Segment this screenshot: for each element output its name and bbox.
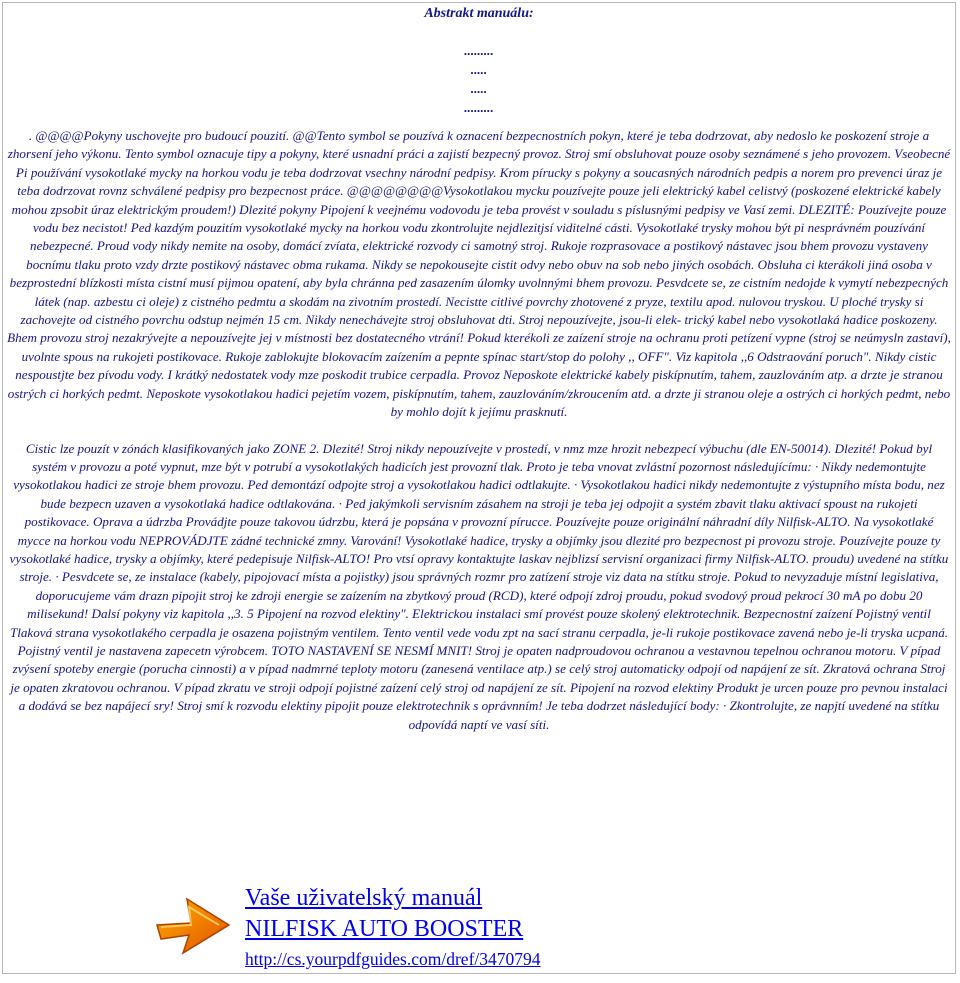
manual-url-link[interactable]: http://cs.yourpdfguides.com/dref/3470794 <box>245 949 541 969</box>
paragraph-safety: . @@@@Pokyny uschovejte pro budoucí pouzití. @@Tento symbol se pouzívá k oznacení bezpecnostních pokyn, které je teba dodrzovat, aby nedoslo ke poskození stroje a zhorsení jeho výkonu. Tento symbol oznacuje tipy a pokyny, které usnadní práci a zajistí bezpecný provoz. Stroj smí obsluhovat pouze osoby seznámené s jeho provozem. Vseobecné Pi používání vysokotlaké mycky na horkou vodu je teba dodrzovat vsechny národní pedpisy. Krom pírucky s pokyny a soucasných národních pedpis a norem pro prevenci úraz je teba dodrzovat rovnz schválené pedpisy pro bezpecnost práce. @@@@@@@@Vysokotlakou mycku pouzívejte pouze jeli elektrický kabel celistvý (poskozené elektrické kabely mohou zpsobit úraz elektrickým proudem!) Dlezité pokyny Pipojení k veejnému vodovodu je teba provést v souladu s píslusnými pedpisy ve Vasí zemi. DLEZITÉ: Pouzívejte pouze vodu bez necistot! Ped kazdým pouzitím vysokotlaké mycky na horkou vodu zkontrolujte nejdlezitjsí viditelné cásti. Vysokotlaké trysky mohou být pi nesprávném pouzívání nebezpecné. Proud vody nikdy nemite na osoby, domácí zvíata, elektrické rozvody ci samotný stroj. Rukoje rozprasovace a postikový nástavec jsou bhem provozu vystaveny bocnímu tlaku proto vzdy drzte postikový nástavec obma rukama. Nikdy se nepokousejte cistit odvy nebo obuv na sob nebo jiných osobách. Obsluha ci kterákoli jiná osoba v bezprostední blízkosti místa cistní musí pijmou opatení, aby byla chránna ped zasazením úlomky uvolnnými bhem provozu. Pesvdcete se, ze cistním nedojde k vymytí nebezpecných látek (nap. azbestu ci oleje) z cistného pedmtu a skodám na zivotním prostedí. Necistte citlivé povrchy zhotovené z pryze, textilu apod. nulovou tryskou. U ploché trysky si zachovejte od cistného povrchu odstup nejmén 15 cm. Nikdy nenechávejte stroj obsluhovat dti. Stroj nepouzívejte, jsou-li elek- trický kabel nebo vysokotlaká hadice poskozeny. Bhem provozu stroj nezakrývejte a nepouzívejte jej v místnosti bez dostatecného vtrání! Pokud kterékoli ze zaízení stroje na ochranu proti petízení vypne (stroj se neúmysln zastaví), uvolnte spous na rukojeti postikovace. Rukoje zablokujte blokovacím zaízením a pepnte spínac start/stop do polohy ,, OFF". Viz kapitola ,,6 Odstraování poruch". Nikdy cistic nespoustjte bez pívodu vody. I krátký nedostatek vody mze poskodit trubice cerpadla. Provoz Neposkote elektrické kabely piskípnutím, tahem, zauzlováním atp. a drzte je stranou ostrých ci horkých pedmt. Neposkote vysokotlakou hadici pejetím vozem, piskípnutím, tahem, zauzlováním/zkroucením atd. a drzte ji stranou oleje a ostrých ci horkých pedmt, nebo by mohlo dojít k jejímu prasknutí. <box>7 128 951 420</box>
manual-links <box>245 883 541 972</box>
document-page <box>2 2 956 974</box>
dots-line: ..... <box>470 81 488 96</box>
dots-line: ......... <box>464 100 494 115</box>
abstract-title: Abstrakt manuálu: <box>424 6 534 21</box>
arrow-right-icon <box>153 885 233 957</box>
manual-footer <box>153 883 753 973</box>
dots-line: ......... <box>464 43 494 58</box>
dots-line: ..... <box>470 62 488 77</box>
dots-block <box>3 41 955 117</box>
paragraph-operation: Cistic lze pouzít v zónách klasifikovaných jako ZONE 2. Dlezité! Stroj nikdy nepouzívejte v prostedí, v nmz mze hrozit nebezpecí výbuchu (dle EN-50014). Dlezité! Pokud byl systém v provozu a poté vypnut, mze být v potrubí a vysokotlakých hadicích jest provozní tlak. Proto je teba vnovat zvlástní pozornost následujícímu: · Nikdy nedemontujte vysokotlakou hadici ze stroje bhem provozu. Ped demontází odpojte stroj a vysokotlakou hadici odtlakujte. · Vysokotlakou hadici nikdy nedemontujte z výstupního místa bodu, nez bude bezpecn uzaven a vysokotlaká hadice odtlakována. · Ped jakýmkoli servisním zásahem na stroji je teba jej odpojit a systém zbavit tlaku aktivací spoust na rukojeti postikovace. Oprava a údrzba Provádjte pouze takovou údrzbu, která je popsána v provozní pírucce. Pouzívejte pouze originální náhradní díly Nilfisk-ALTO. Na vysokotlaké mycce na horkou vodu NEPROVÁDJTE zádné technické zmny. Varování! Vysokotlaké hadice, trysky a objímky jsou dlezité pro bezpecnost pi provozu stroje. Pouzívejte pouze ty vysokotlaké hadice, trysky a objímky, které pedepisuje Nilfisk-ALTO! Pro vtsí opravy kontaktujte laskav nejblizsí servisní organizaci firmy Nilfisk-ALTO. proudu) uvedené na stítku stroje. · Pesvdcete se, ze instalace (kabely, pipojovací místa a pojistky) jsou správných rozmr pro zatízení stroje viz data na stítku stroje. Pokud to nevyzaduje místní legislativa, doporucujeme vám drazn pipojit stroj ke zdroji energie se zaízením na zbytkový proud (RCD), které odpojí zdroj proudu, pokud svodový proud pekrocí 30 mA po dobu 20 milisekund! Dalsí pokyny viz kapitola ,,3. 5 Pipojení na rozvod elektiny". Elektrickou instalaci smí provést pouze skolený elektrotechnik. Bezpecnostní zaízení Pojistný ventil Tlaková strana vysokotlakého cerpadla je osazena pojistným ventilem. Tento ventil vede vodu zpt na sací stranu cerpadla, je-li rukoje postikovace zavená nebo je-li tryska ucpaná. Pojistný ventil je nastavena zapecetn výrobcem. TOTO NASTAVENÍ SE NESMÍ MNIT! Stroj je opaten nadproudovou ochranou a vestavnou tepelnou ochranou motoru. V pípad zvýsení spoteby energie (porucha cinnosti) a v pípad nadmrné teploty motoru (zanesená ventilace atp.) se celý stroj automaticky odpojí od napájení ze sít. Zkratová ochrana Stroj je opaten zkratovou ochranou. V pípad zkratu ve stroji odpojí pojistné zaízení celý stroj od napájení ze sít. Pipojení na rozvod elektiny Produkt je urcen pouze pro pevnou instalaci a dodává se bez napájecí sry! Stroj smí k rozvodu elektiny pipojit pouze elektrotechnik s oprávnním! Je teba dodrzet následující body: · Zkontrolujte, ze napjtí uvedené na stítku odpovídá naptí ve vasí síti. <box>9 440 949 732</box>
abstract-body <box>7 127 951 734</box>
manual-title-link[interactable]: Vaše uživatelský manuál <box>245 885 483 911</box>
product-name-link[interactable]: NILFISK AUTO BOOSTER <box>245 916 524 942</box>
